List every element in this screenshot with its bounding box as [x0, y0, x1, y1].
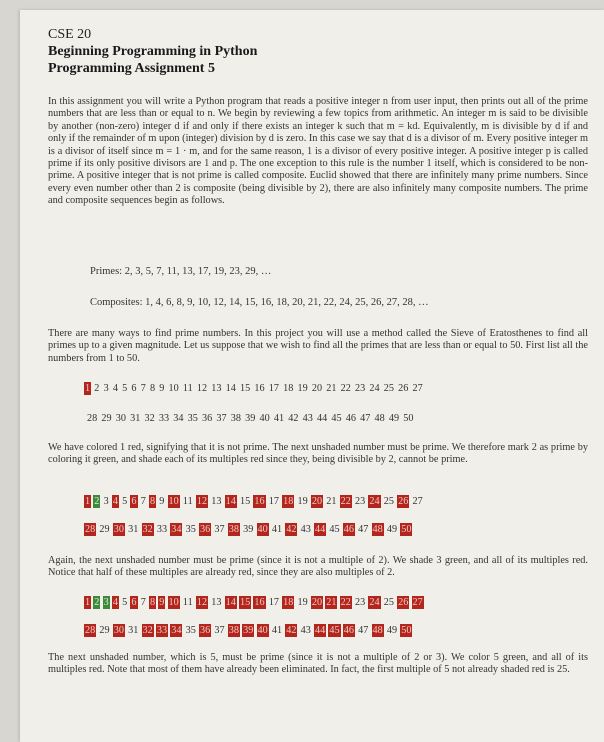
- sieve-number-30: 30: [115, 413, 126, 424]
- sieve-number-9: 9: [159, 597, 165, 608]
- sieve-number-3: 3: [103, 597, 109, 608]
- sieve-number-35: 35: [185, 524, 196, 535]
- sieve-number-12: 12: [196, 383, 208, 394]
- sieve-number-5: 5: [122, 383, 128, 394]
- sieve-number-44: 44: [315, 524, 326, 535]
- sieve-number-31: 31: [128, 625, 139, 636]
- sieve-number-43: 43: [302, 413, 313, 424]
- sieve-number-44: 44: [317, 413, 328, 424]
- sieve-number-10: 10: [168, 496, 179, 507]
- sieve-number-8: 8: [149, 383, 156, 394]
- sieve-number-17: 17: [268, 597, 279, 608]
- step2-paragraph: Again, the next unshaded number must be prime (since it is not a multiple of 2). We shade 3 green, and all of its multiples red. Notice that half of these multiples are already red, since they are also multiples of 2.: [48, 555, 588, 579]
- sieve-number-37: 37: [214, 524, 225, 535]
- sieve-number-50: 50: [401, 625, 412, 636]
- sieve-number-41: 41: [273, 413, 285, 424]
- sieve-number-19: 19: [297, 597, 308, 608]
- sieve-number-38: 38: [228, 625, 239, 636]
- sieve-number-49: 49: [386, 625, 398, 636]
- sieve-number-28: 28: [85, 524, 96, 535]
- sieve-number-22: 22: [340, 597, 351, 608]
- sieve-number-4: 4: [112, 496, 118, 507]
- sieve-number-24: 24: [369, 496, 380, 507]
- grid3-row1: [84, 596, 426, 609]
- sieve-number-21: 21: [326, 383, 337, 394]
- sieve-number-42: 42: [286, 524, 297, 535]
- sieve-number-23: 23: [355, 383, 366, 394]
- sieve-number-37: 37: [216, 413, 227, 424]
- sieve-number-44: 44: [315, 625, 326, 636]
- sieve-number-28: 28: [87, 413, 98, 424]
- course-title: Beginning Programming in Python: [48, 44, 258, 59]
- grid1-row1: [84, 382, 426, 395]
- sieve-number-34: 34: [171, 524, 182, 535]
- sieve-number-5: 5: [122, 496, 128, 507]
- sieve-number-40: 40: [257, 524, 268, 535]
- sieve-number-25: 25: [383, 496, 394, 507]
- sieve-number-4: 4: [112, 597, 118, 608]
- sieve-number-38: 38: [230, 413, 241, 424]
- sieve-number-7: 7: [140, 597, 146, 608]
- sieve-number-8: 8: [149, 597, 156, 608]
- sieve-number-38: 38: [228, 524, 239, 535]
- sieve-number-11: 11: [182, 597, 193, 608]
- sieve-number-41: 41: [271, 625, 283, 636]
- sieve-number-29: 29: [101, 413, 112, 424]
- sieve-number-20: 20: [311, 496, 323, 507]
- step3-paragraph: The next unshaded number, which is 5, must be prime (since it is not a multiple of 2 or 3). We color 5 green, and all of its multiples red. Note that most of them have already been eliminated. In fact, the first multiple of 5 not already shaded red is 25.: [48, 652, 588, 676]
- sieve-number-45: 45: [329, 625, 340, 636]
- sieve-number-36: 36: [200, 524, 211, 535]
- sieve-number-6: 6: [131, 496, 137, 507]
- sieve-number-10: 10: [168, 383, 179, 394]
- sieve-number-47: 47: [358, 524, 369, 535]
- sieve-number-13: 13: [211, 496, 222, 507]
- sieve-number-35: 35: [187, 413, 198, 424]
- sieve-number-18: 18: [283, 496, 294, 507]
- sieve-number-32: 32: [142, 524, 153, 535]
- sieve-number-1: 1: [85, 496, 91, 507]
- sieve-number-1: 1: [85, 597, 91, 608]
- sieve-number-45: 45: [329, 524, 340, 535]
- sieve-number-21: 21: [326, 496, 337, 507]
- sieve-number-25: 25: [383, 383, 394, 394]
- sieve-number-41: 41: [271, 524, 283, 535]
- sieve-number-24: 24: [369, 597, 380, 608]
- sieve-number-14: 14: [225, 496, 236, 507]
- step1-paragraph: We have colored 1 red, signifying that it is not prime. The next unshaded number must be prime. We therefore mark 2 as prime by coloring it green, and shade each of its multiples red since they, being divisible by 2, cannot be prime.: [48, 442, 588, 466]
- sieve-number-19: 19: [297, 383, 308, 394]
- intro-paragraph: In this assignment you will write a Python program that reads a positive integer n from user input, then prints out all of the prime numbers that are less than or equal to n. We begin by reviewing a few topics from arithmetic. An integer m is said to be divisible by another (non-zero) integer d if and only if there exists an integer k such that m = kd. Equivalently, m is divisible by d if and only if the remainder of m upon (integer) division by d is zero. In this case we say that d is a divisor of m. Every positive integer m is a divisor of itself since m = 1 · m, and for the same reason, 1 is a divisor of every positive integer. A positive integer p is called prime if its only positive divisors are 1 and p. The one exception to this rule is the number 1 itself, which is considered to be non-prime. A positive integer that is not prime is called composite. Euclid showed that there are infinitely many prime numbers. Since every even number other than 2 is composite (being divisible by 2), there are also infinitely many composite numbers. The prime and composite sequences begin as follows.: [48, 96, 588, 207]
- sieve-number-26: 26: [398, 383, 409, 394]
- sieve-number-26: 26: [398, 597, 409, 608]
- sieve-number-45: 45: [331, 413, 342, 424]
- sieve-number-8: 8: [149, 496, 156, 507]
- sieve-number-12: 12: [196, 597, 208, 608]
- sieve-number-20: 20: [311, 383, 323, 394]
- sieve-number-3: 3: [103, 496, 109, 507]
- sieve-number-23: 23: [355, 496, 366, 507]
- composites-sequence: Composites: 1, 4, 6, 8, 9, 10, 12, 14, 15, 16, 18, 20, 21, 22, 24, 25, 26, 27, 28, …: [90, 297, 429, 308]
- sieve-number-46: 46: [345, 413, 356, 424]
- sieve-number-16: 16: [254, 597, 265, 608]
- sieve-number-10: 10: [168, 597, 179, 608]
- sieve-number-40: 40: [257, 625, 268, 636]
- sieve-number-15: 15: [240, 597, 251, 608]
- sieve-number-2: 2: [94, 597, 100, 608]
- sieve-number-9: 9: [159, 496, 165, 507]
- sieve-number-13: 13: [211, 383, 222, 394]
- sieve-number-46: 46: [343, 524, 354, 535]
- sieve-number-43: 43: [300, 524, 311, 535]
- grid2-row2: [84, 523, 415, 536]
- sieve-number-39: 39: [245, 413, 256, 424]
- sieve-number-42: 42: [288, 413, 299, 424]
- sieve-number-47: 47: [358, 625, 369, 636]
- sieve-number-23: 23: [355, 597, 366, 608]
- sieve-number-15: 15: [240, 383, 251, 394]
- sieve-number-22: 22: [340, 383, 351, 394]
- sieve-number-6: 6: [131, 597, 137, 608]
- assignment-title: Programming Assignment 5: [48, 61, 215, 76]
- sieve-number-17: 17: [268, 496, 279, 507]
- sieve-intro-paragraph: There are many ways to find prime numbers. In this project you will use a method called the Sieve of Eratosthenes to find all primes up to a given magnitude. Let us suppose that we wish to find all the primes that are less than or equal to 50. First list all the numbers from 1 to 50.: [48, 328, 588, 364]
- sieve-number-39: 39: [243, 625, 254, 636]
- sieve-number-21: 21: [326, 597, 337, 608]
- sieve-number-40: 40: [259, 413, 270, 424]
- sieve-number-32: 32: [144, 413, 155, 424]
- sieve-number-46: 46: [343, 625, 354, 636]
- sieve-number-2: 2: [94, 383, 100, 394]
- sieve-number-4: 4: [112, 383, 118, 394]
- sieve-number-14: 14: [225, 597, 236, 608]
- sieve-number-12: 12: [196, 496, 208, 507]
- sieve-number-34: 34: [171, 625, 182, 636]
- grid3-row2: [84, 624, 415, 637]
- document-page: [20, 10, 604, 742]
- sieve-number-20: 20: [311, 597, 323, 608]
- sieve-number-31: 31: [128, 524, 139, 535]
- sieve-number-14: 14: [225, 383, 236, 394]
- sieve-number-50: 50: [403, 413, 414, 424]
- sieve-number-31: 31: [130, 413, 141, 424]
- sieve-number-49: 49: [386, 524, 398, 535]
- sieve-number-18: 18: [283, 597, 294, 608]
- sieve-number-48: 48: [374, 413, 385, 424]
- sieve-number-27: 27: [412, 496, 423, 507]
- sieve-number-35: 35: [185, 625, 196, 636]
- sieve-number-34: 34: [173, 413, 184, 424]
- sieve-number-30: 30: [113, 524, 124, 535]
- sieve-number-17: 17: [268, 383, 279, 394]
- course-code: CSE 20: [48, 27, 92, 42]
- sieve-number-6: 6: [131, 383, 137, 394]
- sieve-number-7: 7: [140, 496, 146, 507]
- sieve-number-2: 2: [94, 496, 100, 507]
- sieve-number-36: 36: [202, 413, 213, 424]
- sieve-number-48: 48: [372, 524, 383, 535]
- grid2-row1: [84, 495, 426, 508]
- sieve-number-22: 22: [340, 496, 351, 507]
- sieve-number-1: 1: [85, 383, 91, 394]
- sieve-number-18: 18: [283, 383, 294, 394]
- sieve-number-26: 26: [398, 496, 409, 507]
- sieve-number-16: 16: [254, 496, 265, 507]
- sieve-number-28: 28: [85, 625, 96, 636]
- sieve-number-27: 27: [412, 597, 423, 608]
- sieve-number-33: 33: [156, 524, 168, 535]
- sieve-number-36: 36: [200, 625, 211, 636]
- sieve-number-32: 32: [142, 625, 153, 636]
- sieve-number-9: 9: [159, 383, 165, 394]
- primes-sequence: Primes: 2, 3, 5, 7, 11, 13, 17, 19, 23, 29, …: [90, 266, 272, 277]
- sieve-number-7: 7: [140, 383, 146, 394]
- sieve-number-24: 24: [369, 383, 380, 394]
- sieve-number-37: 37: [214, 625, 225, 636]
- sieve-number-16: 16: [254, 383, 265, 394]
- sieve-number-49: 49: [388, 413, 400, 424]
- sieve-number-43: 43: [300, 625, 311, 636]
- sieve-number-13: 13: [211, 597, 222, 608]
- sieve-number-39: 39: [243, 524, 254, 535]
- sieve-number-25: 25: [383, 597, 394, 608]
- sieve-number-11: 11: [182, 383, 193, 394]
- grid1-row2: [86, 412, 417, 425]
- sieve-number-48: 48: [372, 625, 383, 636]
- sieve-number-29: 29: [99, 625, 110, 636]
- sieve-number-42: 42: [286, 625, 297, 636]
- sieve-number-15: 15: [240, 496, 251, 507]
- sieve-number-27: 27: [412, 383, 423, 394]
- sieve-number-30: 30: [113, 625, 124, 636]
- document-header: [48, 26, 257, 77]
- sieve-number-50: 50: [401, 524, 412, 535]
- sieve-number-29: 29: [99, 524, 110, 535]
- sieve-number-5: 5: [122, 597, 128, 608]
- sieve-number-3: 3: [103, 383, 109, 394]
- sieve-number-11: 11: [182, 496, 193, 507]
- sieve-number-33: 33: [158, 413, 170, 424]
- sieve-number-33: 33: [156, 625, 168, 636]
- sieve-number-19: 19: [297, 496, 308, 507]
- sieve-number-47: 47: [360, 413, 371, 424]
